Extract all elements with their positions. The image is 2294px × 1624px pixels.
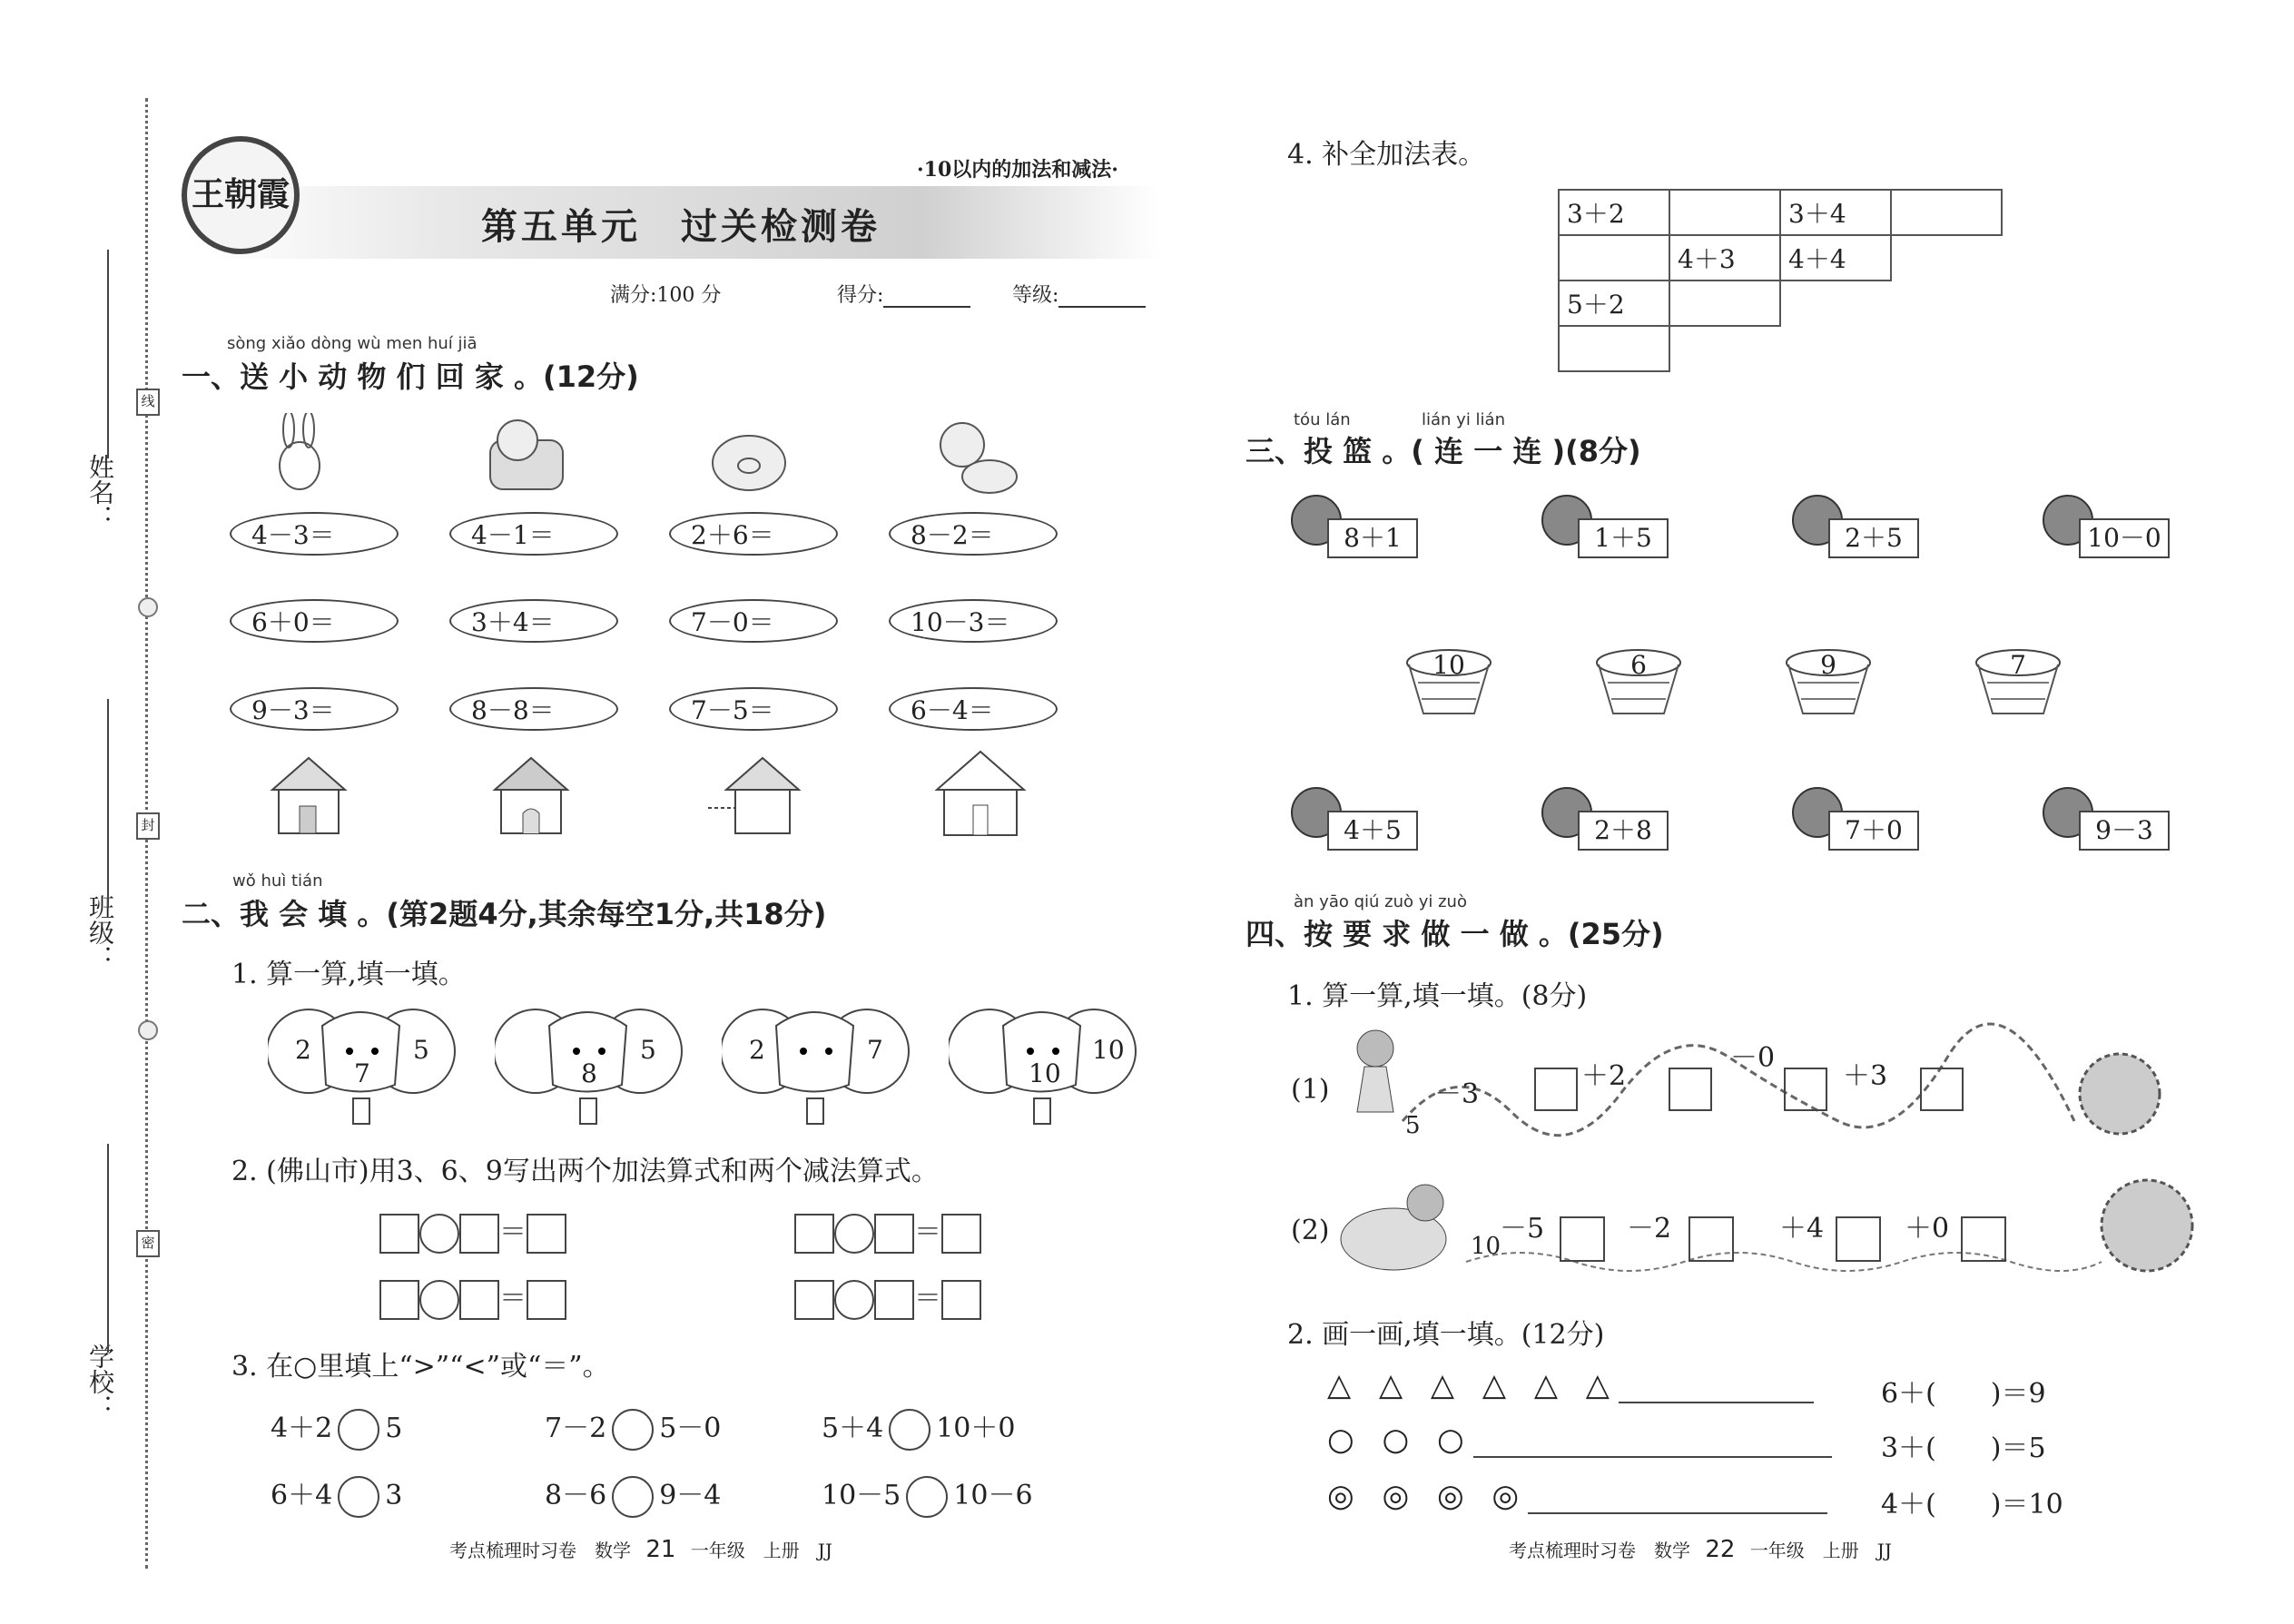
equation-blank[interactable]: ＝ [379,1275,566,1320]
basket[interactable]: 6 [1595,646,1682,715]
pinyin: àn yāo qiú zuò yi zuò [1294,892,1467,911]
cow-icon [490,420,563,489]
name-field[interactable] [107,250,109,458]
table-cell-blank[interactable] [1669,190,1780,235]
equation-oval: 6－4＝ [889,687,1058,731]
section-title: 四、按 要 求 做 一 做 。(25分) [1245,917,1664,951]
question: 2. (佛山市)用3、6、9写出两个加法算式和两个减法算式。 [231,1156,939,1187]
compare-item[interactable]: 4＋2 5 [271,1405,402,1451]
basket[interactable]: 10 [1405,646,1492,715]
moon-icon [2102,1180,2192,1271]
seal-char: 密 [136,1230,160,1257]
page-number: 21 [645,1536,676,1563]
table-cell-blank[interactable] [1669,281,1780,326]
compare-item[interactable]: 7－2 5－0 [545,1405,721,1451]
name-label: 姓名： [85,454,115,530]
question: 1. 算一算,填一填。(8分) [1287,980,1588,1012]
operator: －5 [1500,1213,1545,1245]
question: 1. 算一算,填一填。 [231,959,466,990]
full-score: 满分:100 分 [610,284,722,307]
fill-equation[interactable]: 6＋( )＝9 [1881,1378,2046,1410]
pinyin: tóu lán [1294,410,1351,429]
equation-oval: 10－3＝ [889,599,1058,643]
answer-box[interactable] [1961,1216,2006,1262]
unit-subject: ·10以内的加法和减法· [917,158,1118,182]
school-label: 学校： [85,1343,115,1420]
seal-char: 封 [136,812,160,840]
page-number: 22 [1705,1536,1736,1563]
operator: ＋3 [1843,1060,1888,1092]
operator: －3 [1434,1078,1480,1110]
double-circle-row[interactable]: ◎ ◎ ◎ ◎ [1327,1478,1827,1514]
section-title: 一、送 小 动 物 们 回 家 。(12分) [182,359,639,394]
table-cell-blank[interactable] [1559,235,1669,281]
pinyin: lián yi lián [1422,410,1505,429]
operator: －0 [1730,1042,1776,1074]
equation-oval: 7－5＝ [669,687,838,731]
table-cell: 3＋4 [1780,190,1891,235]
start-number: 10 [1471,1233,1501,1260]
page-title: 第五单元 过关检测卷 [481,205,881,248]
circle-row[interactable]: ○ ○ ○ [1327,1422,1832,1458]
equation-oval: 4－1＝ [449,512,618,556]
school-field[interactable] [107,1144,109,1353]
rabbit-icon [280,413,320,489]
pinyin: wǒ huì tián [232,871,323,891]
sun-icon [2080,1054,2160,1134]
addition-table [1558,189,2003,372]
girl-icon [1357,1030,1393,1112]
house-icon [937,752,1024,835]
table-cell: 3＋2 [1559,190,1669,235]
pig-icon [713,436,785,490]
house-icon [495,758,567,833]
table-cell: 4＋3 [1669,235,1780,281]
puzzle-label: (2) [1291,1215,1330,1246]
class-label: 班级： [85,894,115,970]
answer-box[interactable] [1669,1068,1712,1111]
answer-box[interactable] [1920,1068,1964,1111]
equation-oval: 3＋4＝ [449,599,618,643]
answer-box[interactable] [1784,1068,1827,1111]
footer-right: 考点梳理时习卷 数学 22 一年级 上册 JJ [1509,1536,1892,1563]
score-field[interactable]: 得分: [837,280,970,308]
compare-item[interactable]: 5＋4 10＋0 [822,1405,1015,1451]
answer-box[interactable] [1836,1216,1881,1262]
binding-hole [138,1020,158,1040]
binding-hole [138,597,158,617]
equation-blank[interactable]: ＝ [794,1209,981,1254]
house-icon [708,758,799,833]
seal-char: 线 [136,389,160,416]
section-title: 二、我 会 填 。(第2题4分,其余每空1分,共18分) [182,897,827,931]
question: 4. 补全加法表。 [1287,139,1486,171]
section-title: 三、投 篮 。( 连 一 连 )(8分) [1245,434,1641,468]
equation-oval: 8－8＝ [449,687,618,731]
pinyin: sòng xiǎo dòng wù men huí jiā [227,334,478,353]
operator: ＋0 [1905,1213,1950,1245]
equation-blank[interactable]: ＝ [379,1209,566,1254]
start-number: 5 [1405,1112,1421,1139]
equation-oval: 6＋0＝ [230,599,399,643]
puzzle-label: (1) [1291,1074,1330,1106]
brand-logo: 王朝霞 [182,136,300,254]
equation-oval: 8－2＝ [889,512,1058,556]
equation-oval: 9－3＝ [230,687,399,731]
compare-item[interactable]: 8－6 9－4 [545,1472,721,1518]
equation-oval: 4－3＝ [230,512,399,556]
table-cell: 5＋2 [1559,281,1669,326]
equation-blank[interactable]: ＝ [794,1275,981,1320]
footer-left: 考点梳理时习卷 数学 21 一年级 上册 JJ [449,1536,832,1563]
cloud-path [1339,1171,2210,1289]
triangle-row[interactable]: △ △ △ △ △ △ [1327,1367,1814,1403]
basket[interactable]: 7 [1974,646,2062,715]
compare-item[interactable]: 10－5 10－6 [822,1472,1033,1518]
dog-icon [940,423,1017,493]
monkey-king-icon [1341,1185,1446,1270]
table-cell: 4＋4 [1780,235,1891,281]
operator: ＋4 [1779,1213,1825,1245]
basket[interactable]: 9 [1785,646,1872,715]
table-cell-blank[interactable] [1559,326,1669,371]
houses-row [263,749,1080,840]
equation-oval: 2＋6＝ [669,512,838,556]
table-cell-blank[interactable] [1891,190,2002,235]
answer-box[interactable] [1689,1216,1734,1262]
grade-field[interactable]: 等级: [1012,280,1146,308]
fill-equation[interactable]: 4＋( )＝10 [1881,1489,2063,1521]
operator: －2 [1627,1213,1672,1245]
animals-row [263,413,1080,504]
question: 3. 在○里填上“>”“<”或“＝”。 [231,1351,610,1383]
answer-box[interactable] [1534,1068,1578,1111]
house-icon [272,758,345,833]
operator: ＋2 [1581,1060,1627,1092]
compare-item[interactable]: 6＋4 3 [271,1472,402,1518]
fill-equation[interactable]: 3＋( )＝5 [1881,1432,2046,1464]
equation-oval: 7－0＝ [669,599,838,643]
answer-box[interactable] [1560,1216,1605,1262]
class-field[interactable] [107,699,109,908]
question: 2. 画一画,填一填。(12分) [1287,1319,1605,1351]
